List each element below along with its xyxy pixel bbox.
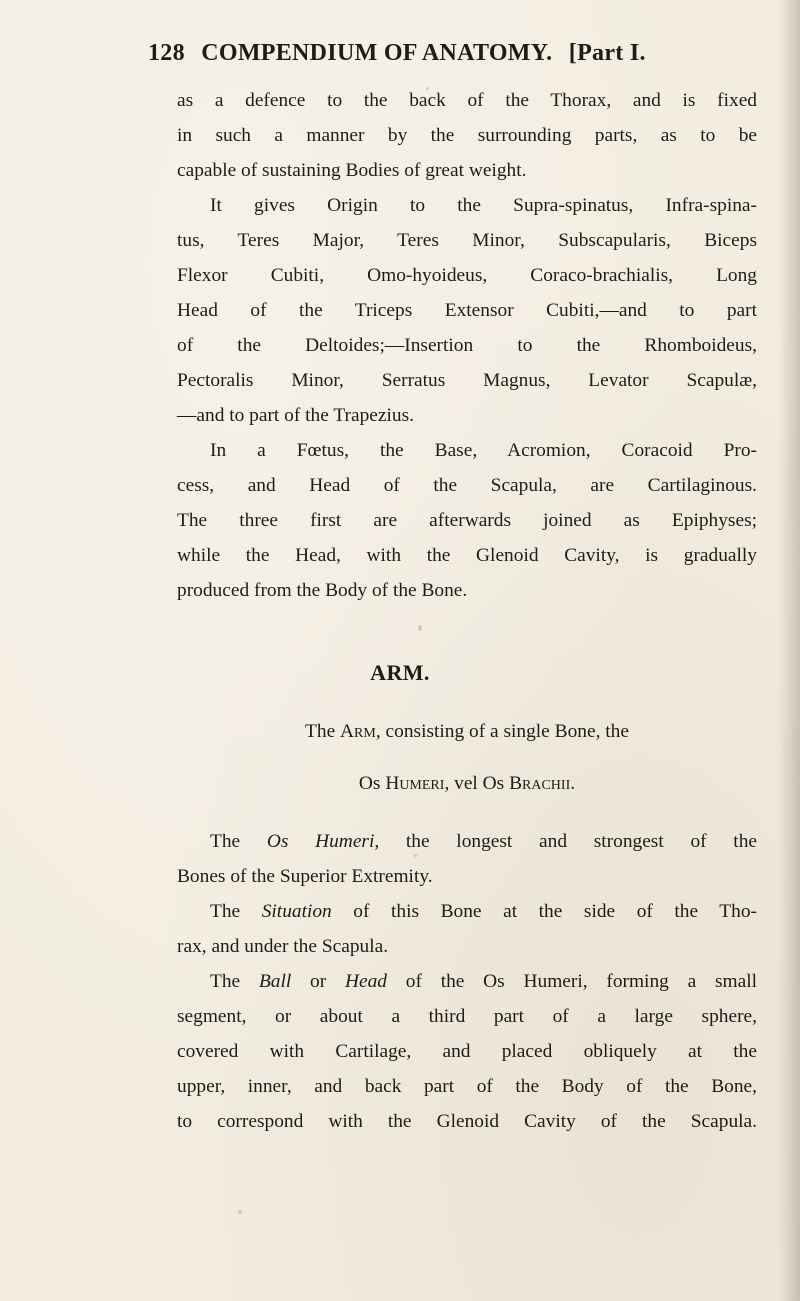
paragraph-line: In a Fœtus, the Base, Acromion, Coracoid Pro- bbox=[210, 440, 757, 461]
paragraph-line: It gives Origin to the Supra-spinatus, Infra-spina- bbox=[210, 195, 757, 216]
ink-speck bbox=[238, 1210, 242, 1214]
running-head: COMPENDIUM OF ANATOMY. bbox=[201, 40, 553, 66]
paragraph-line: cess, and Head of the Scapula, are Cartilaginous. bbox=[177, 475, 757, 496]
ink-speck bbox=[414, 854, 417, 857]
paragraph-line: produced from the Body of the Bone. bbox=[177, 580, 468, 601]
ink-speck bbox=[418, 625, 422, 631]
scapula-text bbox=[177, 83, 757, 608]
arm-intro bbox=[177, 714, 757, 749]
part-label: [Part I. bbox=[568, 40, 646, 66]
paragraph-line: capable of sustaining Bodies of great weight. bbox=[177, 160, 527, 181]
situation-prefix: The bbox=[210, 901, 262, 922]
ball-rest: of the Os Humeri, forming a small bbox=[387, 971, 757, 992]
arm-intro-prefix: The bbox=[305, 721, 341, 742]
bone-name-part5: . bbox=[570, 773, 576, 794]
paragraph-line: upper, inner, and back part of the Body of the Bone, bbox=[177, 1076, 757, 1097]
bone-name-part1: Os bbox=[358, 773, 386, 794]
bone-name-part2: Humeri bbox=[385, 773, 445, 794]
paragraph-line: Pectoralis Minor, Serratus Magnus, Levator Scapulæ, bbox=[177, 370, 757, 391]
bone-name-part4: Brachii bbox=[509, 773, 571, 794]
paragraph-line: to correspond with the Glenoid Cavity of the Scapula. bbox=[177, 1111, 757, 1132]
arm-intro-line bbox=[177, 714, 757, 749]
desc-rest: , the longest and strongest of the bbox=[374, 831, 757, 852]
os-humeri-term: Os Humeri bbox=[266, 831, 375, 852]
paragraph-line: in such a manner by the surrounding parts, as to be bbox=[177, 125, 757, 146]
arm-heading: ARM. bbox=[370, 660, 430, 685]
ball-term: Ball bbox=[258, 971, 292, 992]
paragraph-line: tus, Teres Major, Teres Minor, Subscapularis, Biceps bbox=[177, 230, 757, 251]
ink-speck bbox=[426, 87, 429, 90]
desc-prefix: The bbox=[210, 831, 267, 852]
paragraph-line: The three first are afterwards joined as Epiphyses; bbox=[177, 510, 757, 531]
ball-or: or bbox=[291, 971, 345, 992]
humerus-text bbox=[177, 824, 757, 1139]
paragraph-line: of the Deltoides;—Insertion to the Rhomboideus, bbox=[177, 335, 757, 356]
bone-name-line bbox=[177, 766, 757, 801]
ball-line bbox=[177, 964, 757, 999]
paragraph-line: covered with Cartilage, and placed obliquely at the bbox=[177, 1041, 757, 1062]
situation-line bbox=[177, 894, 757, 929]
paragraph-line: as a defence to the back of the Thorax, and is fixed bbox=[177, 90, 757, 111]
head-term: Head bbox=[344, 971, 387, 992]
humerus-desc-line bbox=[177, 824, 757, 859]
page-header bbox=[148, 40, 788, 67]
paragraph-line: —and to part of the Trapezius. bbox=[177, 405, 414, 426]
paragraph-line: Head of the Triceps Extensor Cubiti,—and to part bbox=[177, 300, 757, 321]
ball-prefix: The bbox=[210, 971, 259, 992]
paragraph-line: Flexor Cubiti, Omo-hyoideus, Coraco-brachialis, Long bbox=[177, 265, 757, 286]
arm-term: Arm bbox=[340, 721, 376, 742]
paragraph-line: rax, and under the Scapula. bbox=[177, 936, 389, 957]
arm-intro-suffix: , consisting of a single Bone, the bbox=[375, 721, 629, 742]
page-number: 128 bbox=[148, 40, 185, 66]
paragraph-line: segment, or about a third part of a large sphere, bbox=[177, 1006, 757, 1027]
page-edge-shadow bbox=[778, 0, 800, 1301]
situation-rest: of this Bone at the side of the Tho- bbox=[331, 901, 757, 922]
paragraph-line: Bones of the Superior Extremity. bbox=[177, 866, 433, 887]
situation-term: Situation bbox=[261, 901, 332, 922]
bone-name-part3: , vel Os bbox=[444, 773, 510, 794]
bone-name-text bbox=[177, 766, 757, 801]
paragraph-line: while the Head, with the Glenoid Cavity, is gradually bbox=[177, 545, 757, 566]
